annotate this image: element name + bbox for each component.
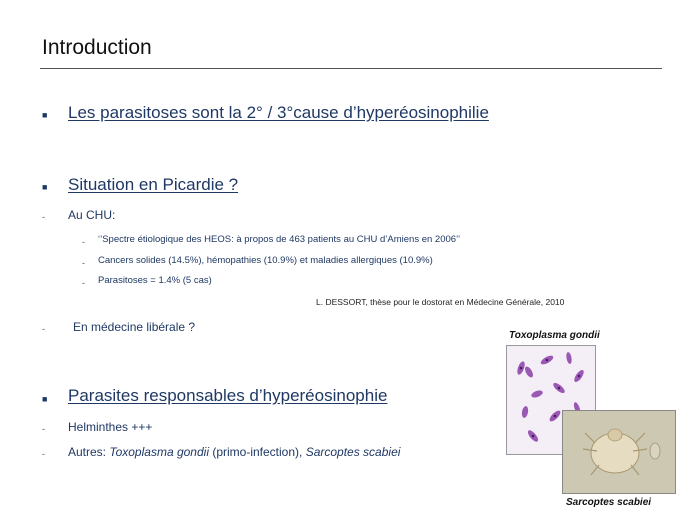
toxoplasma-name: Toxoplasma gondii: [109, 445, 209, 459]
section-heading-parasitoses: Les parasitoses sont la 2° / 3°cause d’hyperéosinophilie: [68, 103, 489, 122]
reference-citation: L. DESSORT, thèse pour le dostorat en Médecine Générale, 2010: [316, 297, 565, 307]
sarcoptes-micrograph-image: [562, 410, 676, 494]
dash-bullet: -: [42, 449, 45, 459]
sub-label-chu: Au CHU:: [68, 208, 116, 222]
dash-bullet: -: [82, 237, 85, 247]
list-item: Cancers solides (14.5%), hémopathies (10.9%) et maladies allergiques (10.9%): [98, 255, 433, 266]
bullet-square-icon: ■: [42, 394, 48, 404]
bullet-square-icon: ■: [42, 182, 48, 192]
list-item: Parasitoses = 1.4% (5 cas): [98, 275, 212, 286]
sarcoptes-name: Sarcoptes scabiei: [305, 445, 401, 459]
list-item-autres: [68, 445, 400, 459]
dash-bullet: -: [42, 324, 45, 334]
autres-prefix: Autres:: [68, 445, 110, 459]
autres-mid: (primo-infection),: [208, 445, 306, 459]
list-item-helminthes: Helminthes +++: [68, 420, 153, 434]
section-heading-parasites-responsables: Parasites responsables d’hyperéosinophie: [68, 386, 388, 405]
dash-bullet: -: [42, 424, 45, 434]
sarcoptes-caption: Sarcoptes scabiei: [566, 497, 652, 508]
slide-title: Introduction: [42, 36, 152, 59]
sarcoptes-illustration: [563, 411, 675, 493]
toxoplasma-caption: Toxoplasma gondii: [509, 330, 600, 341]
dash-bullet: -: [82, 258, 85, 268]
dash-bullet: -: [42, 212, 45, 222]
dash-bullet: -: [82, 278, 85, 288]
section-heading-picardie: Situation en Picardie ?: [68, 175, 239, 194]
list-item: ‘’Spectre étiologique des HEOS: à propos de 463 patients au CHU d’Amiens en 2006’’: [98, 234, 461, 245]
sub-label-medecine-liberale: En médecine libérale ?: [73, 320, 196, 334]
title-divider: [40, 68, 662, 69]
bullet-square-icon: ■: [42, 110, 48, 120]
